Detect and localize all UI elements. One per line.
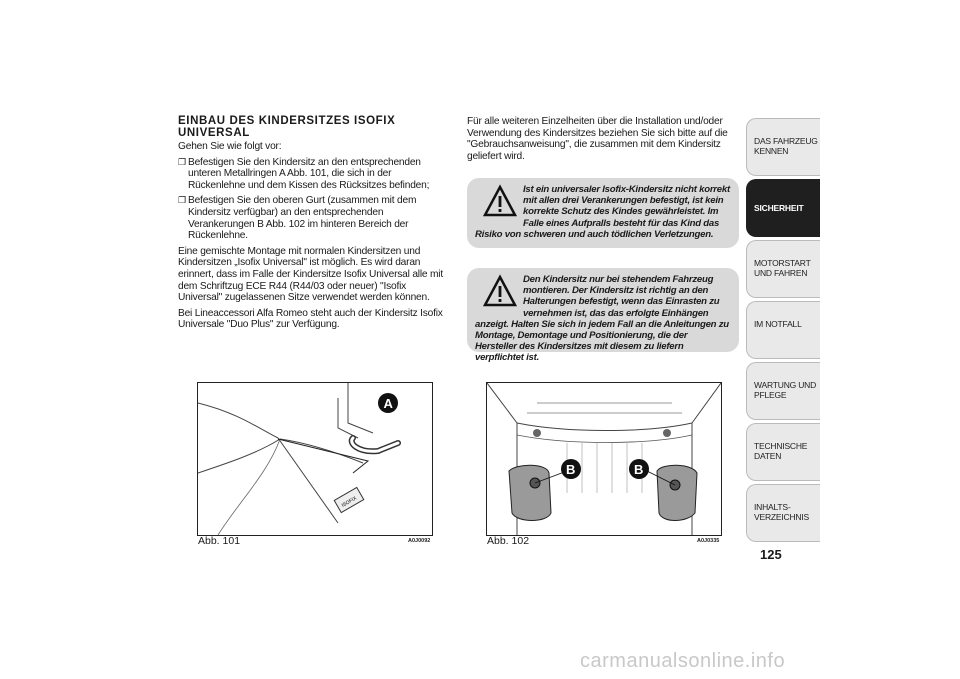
bullet-text: Befestigen Sie den Kindersitz an den entsprechenden unteren Metallringen A Abb. 101, die sich in der Rückenlehne und dem Kissen des Rücksitzes befinden; — [188, 156, 430, 191]
bullet-item — [178, 157, 450, 192]
bullet-item — [178, 195, 450, 241]
checkbox-bullet-icon: ❐ — [178, 156, 186, 167]
figure-top-tether-anchors — [486, 382, 722, 536]
tab-sicherheit[interactable]: SICHERHEIT — [746, 179, 820, 237]
warning-box — [467, 268, 739, 364]
tab-wartung-und-pflege[interactable]: WARTUNG UND PFLEGE — [746, 362, 820, 420]
section-heading: EINBAU DES KINDERSITZES ISOFIX UNIVERSAL — [178, 115, 396, 139]
left-column — [178, 116, 450, 335]
paragraph: Eine gemischte Montage mit normalen Kindersitzen und Kindersitzen „Isofix Universal" ist möglich. Es wird daran erinnert, dass im Falle der Kindersitze Isofix Universal alle mit dem Schriftzug ECE R44 (R44/03 oder neuer) "Isofix Universal" zugelassenen Sitze verwendet werden können. — [178, 245, 443, 304]
figure-code: A0J0335 — [697, 538, 720, 544]
figure-label-a: A — [383, 396, 393, 411]
intro-text: Gehen Sie wie folgt vor: — [178, 141, 282, 152]
svg-text:ISOFIX: ISOFIX — [340, 495, 358, 509]
tab-im-notfall[interactable]: IM NOTFALL — [746, 301, 820, 359]
bullet-text: Befestigen Sie den oberen Gurt (zusammen mit dem Kindersitz verfügbar) an den entsprechenden Verankerungen B Abb. 102 im hinteren Bereich der Rückenlehne. — [188, 195, 417, 242]
warning-text: Ist ein universaler Isofix-Kindersitz nicht korrekt mit allen drei Verankerungen befestigt, ist kein korrekte Schutz des Kindes gewährleistet. Im Falle eines Aufpralls besteht für das Kind das Risiko von schweren und auch tödlichen Verletzungen. — [475, 184, 730, 240]
checkbox-bullet-icon: ❐ — [178, 195, 186, 206]
figure-isofix-rings — [197, 382, 433, 536]
seat-illustration — [198, 383, 432, 535]
figure-caption: Abb. 102 — [487, 535, 530, 547]
tab-motorstart-und-fahren[interactable]: MOTORSTART UND FAHREN — [746, 240, 820, 298]
warning-text: Den Kindersitz nur bei stehendem Fahrzeug montieren. Der Kindersitz ist richtig an den Halterungen befestigt, wenn das Einrasten zu vernehmen ist, das das erfolgte Einhängen anzeigt. Halten Sie sich in jedem Fall an die Anleitungen zu Montage, Demontage und Positionierung, die der Hersteller des Kindersitzes mit diesem zu liefern verpflichtet ist. — [475, 274, 729, 364]
chapter-tabs — [746, 118, 820, 545]
figure-label-b: B — [566, 462, 576, 477]
tab-technische-daten[interactable]: TECHNISCHE DATEN — [746, 423, 820, 481]
warning-triangle-icon — [483, 184, 517, 218]
watermark: carmanualsonline.info — [580, 650, 786, 672]
warning-box — [467, 178, 739, 248]
figure-label-b: B — [634, 462, 644, 477]
tab-inhaltsverzeichnis[interactable]: INHALTS- VERZEICHNIS — [746, 484, 820, 542]
paragraph: Für alle weiteren Einzelheiten über die Installation und/oder Verwendung des Kindersitzes beziehen Sie sich bitte auf die "Gebrauchsanweisung", die zusammen mit dem Kindersitz geliefert wird. — [467, 116, 728, 162]
warning-triangle-icon — [483, 274, 517, 308]
page-number: 125 — [760, 547, 782, 562]
tab-das-fahrzeug-kennen[interactable]: DAS FAHRZEUG KENNEN — [746, 118, 820, 176]
figure-code: A0J0092 — [408, 538, 431, 544]
right-column — [467, 116, 739, 166]
paragraph: Bei Lineaccessori Alfa Romeo steht auch der Kindersitz Isofix Universale "Duo Plus" zur Verfügung. — [178, 307, 443, 331]
trunk-illustration — [487, 383, 721, 535]
figure-caption: Abb. 101 — [198, 535, 241, 547]
